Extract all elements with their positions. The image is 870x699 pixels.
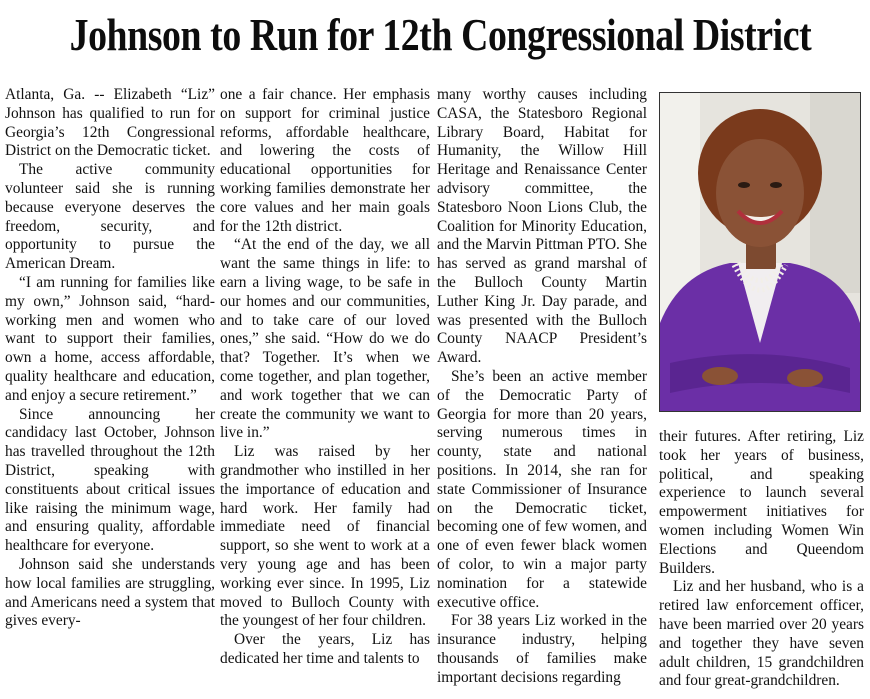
paragraph: one a fair chance. Her emphasis on support for criminal justice reforms, affordable healthcare, and lowering the costs of educational opportunities for working families demonstrate her core values and her main goals for the 12th district. (220, 86, 430, 235)
article-column-3 (437, 86, 647, 688)
article-column-1 (5, 86, 215, 631)
paragraph: Liz and her husband, who is a retired law enforcement officer, have been married over 20 years and together they have seven adult children, 15 grandchildren and four great-grandchildren. (659, 578, 864, 690)
paragraph: The active community volunteer said she is running because everyone deserves the freedom, security, and opportunity to pursue the American Dream. (5, 161, 215, 273)
paragraph: Since announcing her candidacy last October, Johnson has travelled throughout the 12th District, speaking with constituents about critical issues like raising the minimum wage, and ensuring quality, affordable healthcare for everyone. (5, 405, 215, 555)
article-column-2 (220, 86, 430, 669)
paragraph: Over the years, Liz has dedicated her time and talents to (220, 631, 430, 667)
paragraph: “I am running for families like my own,” Johnson said, “hard-working men and women who want to support their families, own a home, access affordable, quality healthcare and education, and enjoy a secure retirement.” (5, 273, 215, 404)
candidate-photo (659, 92, 861, 412)
paragraph: Liz was raised by her grandmother who instilled in her the importance of education and hard work. Her family had immediate need of financial support, so she went to work at a very young age and has been working ever since. In 1995, Liz moved to Bulloch County with the youngest of her four children. (220, 443, 430, 630)
paragraph: their futures. After retiring, Liz took her years of business, political, and speaking experience to launch several empowerment initiatives for women including Women Win Elections and Queendom Builders. (659, 428, 864, 577)
paragraph: “At the end of the day, we all want the same things in life: to earn a living wage, to be safe in our homes and our communities, and to take care of our loved ones,” she said. “How do we do that? Together. It’s when we come together, and plan together, and work together that we can create the community we want to live in.” (220, 236, 430, 442)
headline: Johnson to Run for 12th Congressional District (69, 10, 812, 60)
paragraph: For 38 years Liz worked in the insurance industry, helping thousands of families make important decisions regarding (437, 612, 647, 686)
portrait-image (660, 93, 860, 411)
paragraph: many worthy causes including CASA, the Statesboro Regional Library Board, Habitat for Humanity, the Willow Hill Heritage and Renaissance Center advisory committee, the Statesboro Noon Lions Club, the Coalition for Minority Education, and the Marvin Pittman PTO. She has served as grand marshal of the Bulloch County Martin Luther King Jr. Day parade, and was presented with the Bulloch County NAACP President’s Award. (437, 86, 647, 367)
paragraph: Johnson said she understands how local families are struggling, and Americans need a system that gives every- (5, 555, 215, 630)
article-column-4 (659, 428, 864, 691)
paragraph: She’s been an active member of the Democratic Party of Georgia for more than 20 years, serving numerous times in county, state and national positions. In 2014, she ran for state Commissioner of Insurance on the Democratic ticket, becoming one of few women, and one of even fewer black women of color, to win a major party nomination for a statewide executive office. (437, 367, 647, 611)
paragraph: Atlanta, Ga. -- Elizabeth “Liz” Johnson has qualified to run for Georgia’s 12th Congressional District on the Democratic ticket. (5, 86, 215, 160)
